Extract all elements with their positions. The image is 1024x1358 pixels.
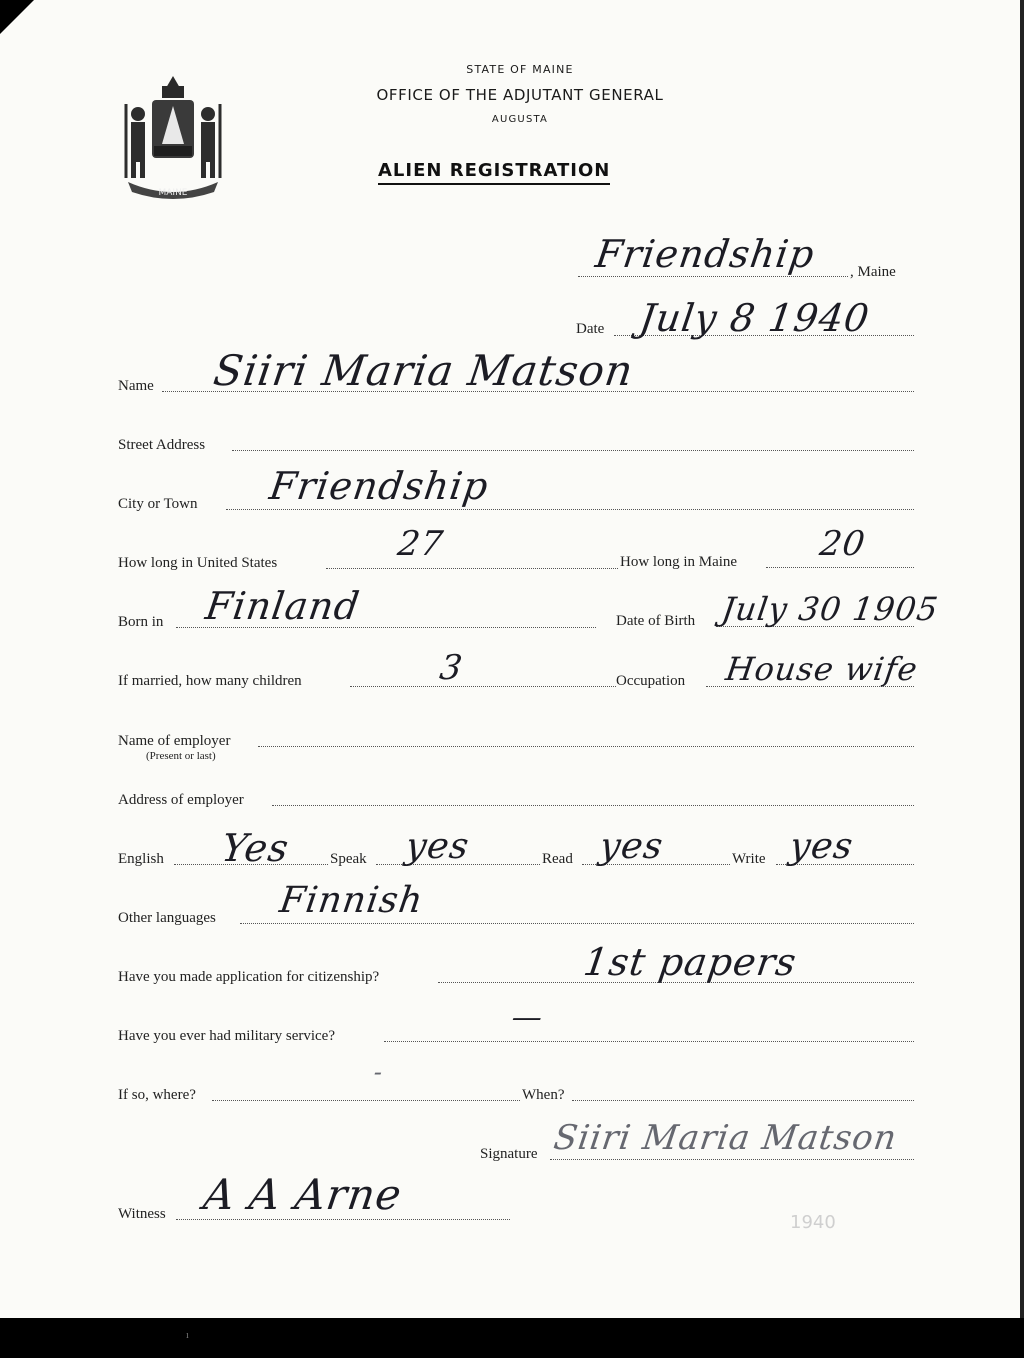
date-label: Date <box>576 321 605 337</box>
street-line <box>232 450 914 451</box>
city-value: Friendship <box>266 464 492 508</box>
english-label: English <box>118 851 164 867</box>
citizenship-label: Have you made application for citizenship? <box>118 969 380 985</box>
speak-label: Speak <box>330 851 367 867</box>
name-value: Siiri Maria Matson <box>210 346 637 395</box>
name-label: Name <box>118 378 154 394</box>
employer-line <box>258 746 914 747</box>
signature-value: Siiri Maria Matson <box>551 1118 900 1158</box>
dob-label: Date of Birth <box>616 613 696 629</box>
dob-value: July 30 1905 <box>719 590 941 628</box>
witness-value: A A Arne <box>200 1170 406 1219</box>
children-value: 3 <box>437 648 466 688</box>
years-us-value: 27 <box>395 524 447 564</box>
form-title: ALIEN REGISTRATION <box>378 160 610 185</box>
street-label: Street Address <box>118 437 206 453</box>
military-value: — <box>509 1000 546 1035</box>
place-line <box>578 276 848 277</box>
witness-label: Witness <box>118 1206 166 1222</box>
years-maine-label: How long in Maine <box>620 554 738 570</box>
page-corner <box>0 0 34 34</box>
city-label: City or Town <box>118 496 198 512</box>
witness-line <box>176 1219 510 1220</box>
signature-line <box>550 1159 914 1160</box>
other-lang-line <box>240 923 914 924</box>
years-us-line <box>326 568 618 569</box>
employer-label: Name of employer <box>118 733 231 749</box>
where-value: - <box>372 1058 386 1086</box>
seal-motto: MAINE <box>158 188 188 198</box>
state-heading: STATE OF MAINE <box>466 63 574 76</box>
years-maine-value: 20 <box>817 524 869 564</box>
employer-address-line <box>272 805 914 806</box>
place-suffix-label: , Maine <box>850 264 896 280</box>
occupation-label: Occupation <box>616 673 686 689</box>
children-line <box>350 686 616 687</box>
born-label: Born in <box>118 614 164 630</box>
city-heading: AUGUSTA <box>491 114 549 125</box>
other-lang-label: Other languages <box>118 910 216 926</box>
where-line <box>212 1100 520 1101</box>
read-label: Read <box>542 851 573 867</box>
where-label: If so, where? <box>118 1087 196 1103</box>
when-label: When? <box>522 1087 565 1103</box>
city-line <box>226 509 914 510</box>
maine-state-seal-icon <box>118 74 228 200</box>
employer-sub-label: (Present or last) <box>146 750 216 762</box>
occupation-value: House wife <box>723 650 921 688</box>
military-label: Have you ever had military service? <box>118 1028 335 1044</box>
date-value: July 8 1940 <box>636 296 873 340</box>
speak-value: yes <box>403 826 473 867</box>
received-stamp: 1940 <box>790 1212 836 1233</box>
signature-label: Signature <box>480 1146 538 1162</box>
born-value: Finland <box>202 584 363 628</box>
years-maine-line <box>766 567 914 568</box>
office-heading: OFFICE OF THE ADJUTANT GENERAL <box>376 86 664 104</box>
military-line <box>384 1041 914 1042</box>
read-value: yes <box>597 826 667 867</box>
page-edge <box>1020 0 1024 1318</box>
other-lang-value: Finnish <box>277 880 426 921</box>
citizenship-value: 1st papers <box>580 940 800 984</box>
when-line <box>572 1100 914 1101</box>
english-value: Yes <box>218 826 292 870</box>
write-value: yes <box>787 826 857 867</box>
scan-mark: ı <box>186 1330 189 1341</box>
years-us-label: How long in United States <box>118 555 278 571</box>
employer-address-label: Address of employer <box>118 792 244 808</box>
children-label: If married, how many children <box>118 673 302 689</box>
write-label: Write <box>732 851 766 867</box>
place-value: Friendship <box>592 232 818 276</box>
